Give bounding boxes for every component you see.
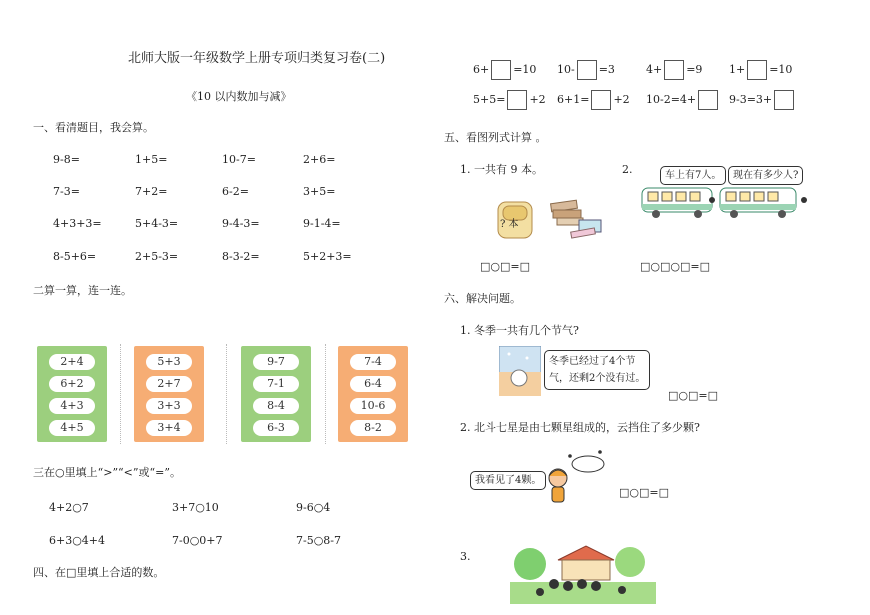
problem-suffix: =10: [513, 63, 537, 76]
section-6-q1: 1. 冬季一共有几个节气?: [460, 324, 579, 337]
section-6-q2: 2. 北斗七星是由七颗星组成的，云挡住了多少颗?: [460, 421, 700, 434]
expression-pill[interactable]: 9-7: [253, 354, 299, 370]
backpack-illustration: [494, 196, 538, 240]
answer-box[interactable]: [491, 60, 511, 80]
answer-box[interactable]: [577, 60, 597, 80]
section-5-q2: 2.: [622, 163, 633, 176]
expression-pill[interactable]: 5+3: [146, 354, 192, 370]
problem-prefix: 4+: [646, 63, 663, 76]
page-title: 北师大版一年级数学上册专项归类复习卷(二): [128, 51, 386, 66]
comparison-problem: 9-6○4: [296, 501, 331, 514]
expression-pill[interactable]: 8-2: [350, 420, 396, 436]
section-5-q1: 1. 一共有 9 本。: [460, 163, 543, 176]
arithmetic-problem: 7-3=: [53, 185, 80, 198]
section-1-heading: 一、看清题目，我会算。: [33, 121, 154, 134]
fill-in-problem: [557, 60, 615, 80]
problem-prefix: 6+1=: [557, 93, 590, 106]
comparison-problem: 3+7○10: [172, 501, 219, 514]
expression-card: [37, 346, 107, 442]
bus-illustration: [640, 184, 808, 220]
bus-speech-bubble-2: 现在有多少人?: [728, 166, 803, 185]
backpack-label: ? 本: [500, 219, 519, 230]
section-6-heading: 六、解决问题。: [444, 292, 521, 305]
expression-pill[interactable]: 3+3: [146, 398, 192, 414]
arithmetic-problem: 5+4-3=: [135, 217, 179, 230]
arithmetic-problem: 5+2+3=: [303, 250, 352, 263]
bus-speech-bubble-1: 车上有7人。: [660, 166, 726, 185]
card-torn-edge: [37, 341, 107, 347]
divider: [325, 344, 327, 444]
winter-speech-bubble: [544, 350, 650, 390]
arithmetic-problem: 6-2=: [222, 185, 249, 198]
section-3-heading: 三在○里填上“>”“<”或“=”。: [33, 466, 181, 479]
comparison-problem: 6+3○4+4: [49, 534, 106, 547]
problem-suffix: =9: [686, 63, 703, 76]
section-4-heading: 四、在□里填上合适的数。: [33, 566, 165, 579]
arithmetic-problem: 7+2=: [135, 185, 168, 198]
problem-prefix: 6+: [473, 63, 490, 76]
fill-in-problem: [473, 90, 546, 110]
child-cloud-illustration: [540, 448, 610, 504]
answer-box[interactable]: [698, 90, 718, 110]
card-torn-edge: [338, 341, 408, 347]
arithmetic-problem: 10-7=: [222, 153, 256, 166]
expression-pill[interactable]: 6+2: [49, 376, 95, 392]
arithmetic-problem: 8-3-2=: [222, 250, 260, 263]
problem-suffix: +2: [529, 93, 546, 106]
problem-prefix: 10-2=4+: [646, 93, 697, 106]
fill-in-problem: [557, 90, 630, 110]
arithmetic-problem: 2+5-3=: [135, 250, 179, 263]
expression-pill[interactable]: 10-6: [350, 398, 396, 414]
answer-box[interactable]: [507, 90, 527, 110]
page-subtitle: 《10 以内数加与减》: [186, 90, 292, 103]
expression-card: [338, 346, 408, 442]
answer-box[interactable]: [774, 90, 794, 110]
problem-suffix: +2: [613, 93, 630, 106]
problem-prefix: 1+: [729, 63, 746, 76]
expression-card: [134, 346, 204, 442]
section-6-q1-formula: □○□=□: [668, 389, 718, 402]
fill-in-problem: [473, 60, 536, 80]
fill-in-problem: [729, 90, 796, 110]
arithmetic-problem: 2+6=: [303, 153, 336, 166]
park-scene-illustration: [510, 542, 656, 604]
problem-suffix: =3: [598, 63, 615, 76]
card-torn-edge: [241, 341, 311, 347]
problem-prefix: 10-: [557, 63, 575, 76]
card-torn-edge: [134, 341, 204, 347]
expression-pill[interactable]: 7-1: [253, 376, 299, 392]
section-6-q3: 3.: [460, 550, 471, 563]
arithmetic-problem: 9-1-4=: [303, 217, 341, 230]
expression-pill[interactable]: 6-3: [253, 420, 299, 436]
winter-scene-illustration: [499, 346, 541, 396]
comparison-problem: 4+2○7: [49, 501, 89, 514]
arithmetic-problem: 8-5+6=: [53, 250, 97, 263]
section-5-heading: 五、看图列式计算 。: [444, 131, 547, 144]
answer-box[interactable]: [747, 60, 767, 80]
arithmetic-problem: 4+3+3=: [53, 217, 102, 230]
comparison-problem: 7-5○8-7: [296, 534, 342, 547]
divider: [120, 344, 122, 444]
books-illustration: [545, 198, 605, 240]
expression-pill[interactable]: 3+4: [146, 420, 192, 436]
arithmetic-problem: 9-8=: [53, 153, 80, 166]
arithmetic-problem: 9-4-3=: [222, 217, 260, 230]
expression-pill[interactable]: 7-4: [350, 354, 396, 370]
section-5-q1-formula: □○□=□: [480, 260, 530, 273]
expression-pill[interactable]: 2+7: [146, 376, 192, 392]
arithmetic-problem: 1+5=: [135, 153, 168, 166]
comparison-problem: 7-0○0+7: [172, 534, 223, 547]
fill-in-problem: [729, 60, 792, 80]
divider: [226, 344, 228, 444]
fill-in-problem: [646, 90, 720, 110]
answer-box[interactable]: [591, 90, 611, 110]
section-5-q2-formula: □○□○□=□: [640, 260, 710, 273]
expression-pill[interactable]: 4+5: [49, 420, 95, 436]
expression-pill[interactable]: 4+3: [49, 398, 95, 414]
fill-in-problem: [646, 60, 702, 80]
problem-prefix: 5+5=: [473, 93, 506, 106]
problem-suffix: =10: [769, 63, 793, 76]
winter-bubble-line-1: 冬季已经过了4个节: [549, 356, 636, 367]
expression-pill[interactable]: 6-4: [350, 376, 396, 392]
winter-bubble-line-2: 气，还剩2个没有过。: [549, 373, 646, 384]
stars-speech-bubble: 我看见了4颗。: [470, 471, 546, 490]
section-2-heading: 二算一算，连一连。: [33, 284, 132, 297]
answer-box[interactable]: [664, 60, 684, 80]
section-6-q2-formula: □○□=□: [619, 486, 669, 499]
arithmetic-problem: 3+5=: [303, 185, 336, 198]
problem-prefix: 9-3=3+: [729, 93, 773, 106]
expression-pill[interactable]: 8-4: [253, 398, 299, 414]
expression-pill[interactable]: 2+4: [49, 354, 95, 370]
expression-card: [241, 346, 311, 442]
